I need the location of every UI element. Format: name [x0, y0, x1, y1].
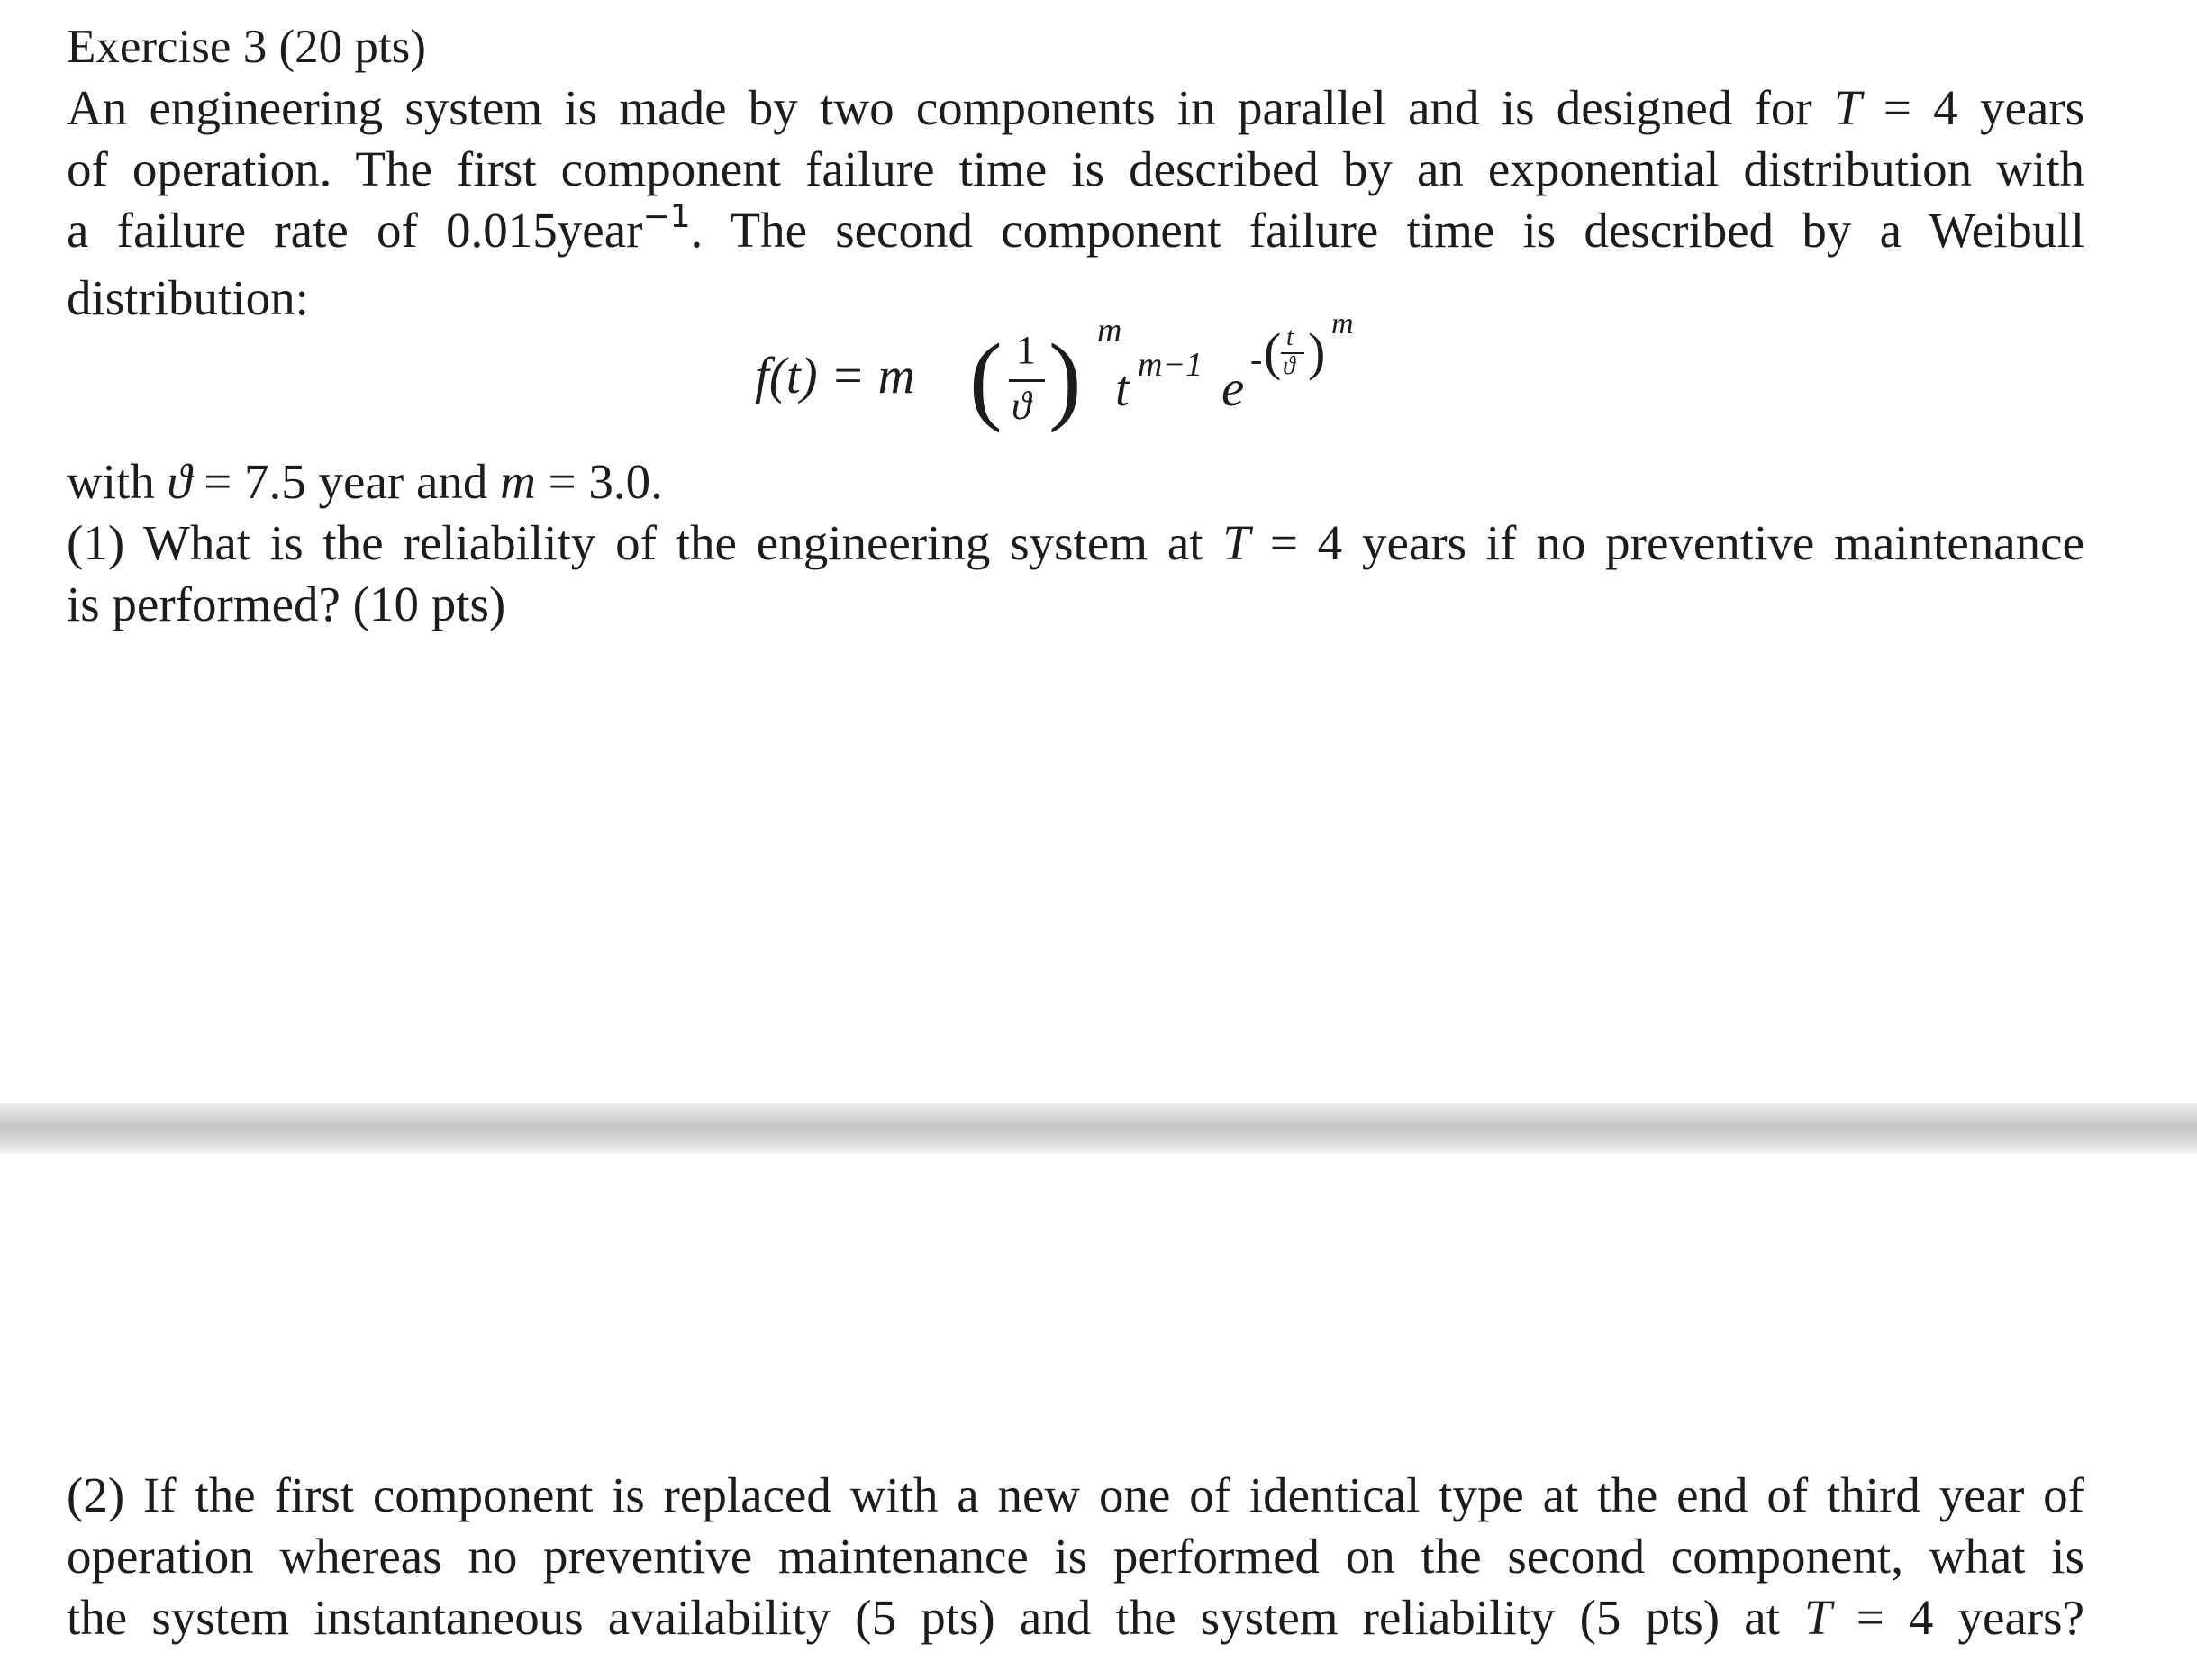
e-minus: -	[1250, 339, 1263, 379]
q1-text-a: (1) What is the reliability of the engineering system at	[67, 515, 1203, 570]
intro-line-3	[67, 200, 2084, 268]
exponent-neg1: −1	[642, 198, 691, 235]
t-exponent: m−1	[1138, 346, 1203, 384]
t-symbol: T	[1834, 80, 1862, 135]
fraction-bar	[1009, 379, 1045, 382]
question-2-block	[67, 1465, 2084, 1648]
intro-line-4: distribution:	[67, 270, 309, 325]
inner-numerator: t	[1286, 323, 1294, 351]
theta-symbol: ϑ	[167, 454, 192, 509]
q2-t-symbol: T	[1804, 1590, 1832, 1645]
m-value: = 3.0.	[535, 454, 663, 509]
q1-t-symbol: T	[1222, 515, 1250, 570]
page-separator	[0, 1103, 2197, 1154]
question-1-line-2: is performed? (10 pts)	[67, 577, 506, 631]
question-1-line-1	[67, 513, 2084, 574]
m-symbol: m	[500, 454, 536, 509]
question-1-block	[67, 451, 2084, 635]
frac-denominator: ϑ	[1012, 384, 1031, 428]
inner-paren-open: (	[1264, 322, 1282, 381]
inner-denominator: ϑ	[1283, 352, 1295, 380]
intro-line-1	[67, 77, 2084, 139]
theta-value: = 7.5 year and	[191, 454, 501, 509]
paren-close: )	[1049, 323, 1082, 433]
question-2-line-1: (2) If the first component is replaced with a new one of identical type at the end of third year of	[67, 1467, 2084, 1522]
weibull-equation	[755, 307, 1403, 446]
t-value: = 4 years	[1861, 80, 2084, 135]
intro-line-3a: a failure rate of 0.015year	[67, 203, 643, 258]
exercise-title: Exercise 3 (20 pts)	[67, 21, 426, 73]
inner-paren-close: )	[1308, 322, 1326, 381]
q2-text-b: = 4 years?	[1831, 1590, 2084, 1645]
frac-numerator: 1	[1016, 328, 1036, 372]
params-line	[67, 451, 2084, 513]
question-2-line-2: operation whereas no preventive maintenance is performed on the second component, what is	[67, 1529, 2084, 1584]
outer-exponent: m	[1097, 312, 1122, 350]
question-2-line-3	[67, 1587, 2084, 1648]
equation-lhs: f(t) = m	[755, 348, 915, 404]
intro-line-2: of operation. The first component failure time is described by an exponential distribution with	[67, 141, 2084, 196]
intro-line-1-text: An engineering system is made by two components in parallel and is designed for	[67, 80, 1812, 135]
inner-exponent: m	[1331, 307, 1354, 341]
exercise-text-block	[67, 16, 2084, 329]
q1-text-b: = 4 years if no preventive maintenance	[1249, 515, 2084, 570]
paren-open: (	[969, 323, 1003, 433]
t-base: t	[1115, 360, 1130, 417]
with-text: with	[67, 454, 168, 509]
e-base: e	[1221, 360, 1245, 417]
intro-line-3b: . The second component failure time is described by a Weibull	[690, 203, 2084, 258]
q2-text-a: the system instantaneous availability (5 pts) and the system reliability (5 pts) at	[67, 1590, 1780, 1645]
